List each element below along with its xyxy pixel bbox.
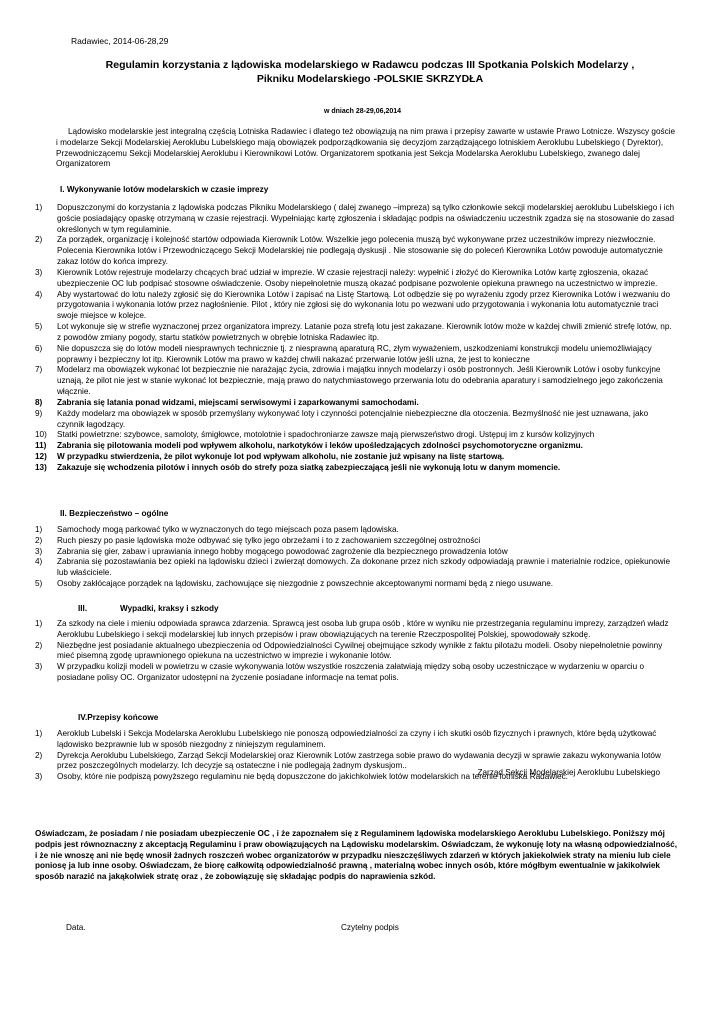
- signature-organization: Zarząd Sekcji Modelarskiej Aeroklubu Lubelskiego: [477, 768, 660, 777]
- list-item-number: 1): [35, 729, 43, 738]
- list-item-number: 4): [35, 289, 43, 299]
- date-label: Data.: [66, 923, 86, 932]
- list-item: [35, 365, 675, 397]
- list-item-number: 1): [35, 203, 43, 212]
- list-item: [35, 557, 675, 579]
- list-item: [35, 398, 675, 409]
- list-item: [35, 729, 675, 751]
- list-item-number: 9): [35, 408, 43, 418]
- section-4-number: IV.: [78, 713, 88, 722]
- list-item: [35, 536, 675, 547]
- list-item-number: 12): [35, 452, 47, 462]
- place-date: Radawiec, 2014-06-28,29: [71, 36, 169, 46]
- section-2-heading: II. Bezpieczeństwo – ogólne: [60, 509, 169, 518]
- list-item: [35, 525, 675, 536]
- list-item: [35, 662, 675, 684]
- list-item-text: W przypadku stwierdzenia, że pilot wykonuje lot pod wpływam alkoholu, nie zostanie już wpisany na listę startową.: [57, 452, 505, 462]
- list-item: [35, 619, 675, 641]
- section-4-heading: [78, 713, 158, 724]
- list-item-number: 3): [35, 772, 43, 782]
- section-3-number: III.: [78, 604, 88, 613]
- list-item-number: 5): [35, 579, 43, 589]
- list-item-text: Zabrania się latania ponad widzami, miejscami serwisowymi i zaparkowanymi samochodami.: [57, 397, 419, 407]
- list-item-number: 13): [35, 462, 47, 472]
- list-item-number: 6): [35, 343, 43, 353]
- list-item-text: Osoby zakłócające porządek na lądowisku, zachowujące się niezgodnie z powszechnie akceptowanymi normami będą z niego usuwane.: [57, 579, 554, 589]
- list-item: [35, 547, 675, 558]
- intro-paragraph: Lądowisko modelarskie jest integralną częścią Lotniska Radawiec i dlatego też obowiązują na nim prawa i przepisy zawarte w ustawie Prawo Lotnicze. Wszyscy goście i modelarze Sekcji Modelarskiej Aeroklubu Lubelskiego mają obowiązek podporządkowania się decyzjom zarządzającego lotniskiem Aeroklubu Lubelskiego ( Dyrektor), Przewodniczącemu Sekcji Modelarskiej Aeroklubu i Kierownikowi Lotów. Organizatorem spotkania jest Sekcja Modelarska Aeroklubu Lubelskiego, zwanego dalej Organizatorem: [56, 127, 676, 169]
- list-item-text: Samochody mogą parkować tylko w wyznaczonych do tego miejscach poza pasem lądowiska.: [57, 525, 399, 534]
- list-item-text: W przypadku kolizji modeli w powietrzu w czasie wykonywania lotów wszystkie roszczenia załatwiają między sobą osoby uczestniczące w wydarzeniu w oparciu o posiadane polisy OC. Organizator udostępni na życzenie posiadane informacje na temat polis.: [57, 662, 645, 683]
- list-item-text: Aeroklub Lubelski i Sekcja Modelarska Aeroklubu Lubelskiego nie ponoszą odpowiedzialności za czyny i ich skutki osób fizycznych i prawnych, które będą użytkować lądowisko bezprawnie lub w sposób niezgodny z niniejszym regulaminem.: [57, 729, 657, 749]
- list-item-number: 2): [35, 535, 43, 545]
- list-item: [35, 268, 675, 290]
- list-item-text: Statki powietrzne: szybowce, samoloty, śmigłowce, motolotnie i spadochroniarze zawsze mają pierwszeństwo drogi. Ustępuj im z kursów kolizyjnych: [57, 430, 595, 440]
- list-item-number: 10): [35, 430, 47, 440]
- list-item-text: Każdy modelarz ma obowiązek w sposób przemyślany wykonywać loty i czynności potencjalnie niebezpieczne dla otoczenia. Bezmyślność nie jest uznawana, jako czynnik łagodzący.: [57, 408, 649, 429]
- list-item-text: Zakazuje się wchodzenia pilotów i innych osób do strefy poza siatką zabezpieczającą jeśli nie wykonują lotu w danym momencie.: [57, 462, 561, 472]
- list-item-text: Zabrania się pilotowania modeli pod wpływem alkoholu, narkotyków i leków upośledzających zdolności psychomotoryczne organizmu.: [57, 441, 583, 451]
- section-2-list: [35, 525, 675, 590]
- list-item: [35, 441, 675, 452]
- list-item: [35, 409, 675, 431]
- list-item-text: Modelarz ma obowiązek wykonać lot bezpiecznie nie narażając życia, zdrowia i majątku innych modelarzy i osób postronnych. Jeśli Kierownik Lotów i osoby funkcyjne uznają, że pilot nie jest w stanie wykonać lot bezpiecznie, mają prawo do natychmiastowego przerwania lotu do odebrania aparatury i samodzielnego jego zakończenia włącznie.: [57, 365, 663, 397]
- section-4-title: Przepisy końcowe: [87, 713, 159, 722]
- list-item-number: 4): [35, 557, 43, 567]
- section-3-heading: [78, 604, 219, 615]
- list-item-number: 2): [35, 235, 43, 245]
- list-item: [35, 463, 675, 474]
- list-item-text: Nie dopuszcza się do lotów modeli niesprawnych technicznie tj. z niesprawną aparaturą RC, złym wyważeniem, uszkodzeniami konstrukcji modelu uniemożliwiający poprawny i bezpieczny lot itp. Kierownik Lotów ma prawo w każdej chwili nakazać przerwanie lotów jeśli uzna, że jest to konieczne: [57, 343, 652, 364]
- list-item: [35, 452, 675, 463]
- list-item-text: Aby wystartować do lotu należy zgłosić się do Kierownika Lotów i zapisać na Listę Startową. Lot odbędzie się po wyrażeniu zgody przez Kierownika Lotów i wezwaniu do przygotowania i wykonania lotów przez nagłośnienie. Pilot , który nie zgłosi się do wykonania lotu po wezwani udo przygotowania i wykonania lotu automatycznie traci swoje miejsce w kolejce.: [57, 289, 671, 321]
- section-3-list: [35, 619, 675, 684]
- list-item-text: Zabrania się pozostawiania bez opieki na lądowisku dzieci i zwierząt domowych. Za dokonane przez nich szkody odpowiadają prawnie i materialnie rodzice, opiekunowie lub właściciele.: [57, 557, 671, 578]
- list-item-text: Niezbędne jest posiadanie aktualnego ubezpieczenia od Odpowiedzialności Cywilnej obejmujące szkody wynikłe z faktu pilotażu modeli. Osoby niepełnoletnie powinny mieć pisemną zgodę uprawnionego opiekuna na uczestnictwo w imprezie i wykonanie lotów.: [57, 640, 663, 661]
- list-item-number: 7): [35, 365, 43, 375]
- list-item-text: Dopuszczonymi do korzystania z lądowiska podczas Pikniku Modelarskiego ( dalej zwanego –impreza) są tylko członkowie sekcji modelarskiej aeroklubu Lubelskiego i ich goście posiadający opaskę otrzymaną w czasie rejestracji. Wypełniając kartę zgłoszenia i składając podpis na oświadczeniu uczestnik zgadza się na stosowanie do zasad określonych w tym regulaminie.: [57, 203, 675, 234]
- list-item: [35, 322, 675, 344]
- event-dates: w dniach 28-29,06,2014: [323, 108, 402, 115]
- list-item-text: Za porządek, organizację i kolejność startów odpowiada Kierownik Lotów. Wszelkie jego polecenia muszą być wykonywane przez uczestników imprezy niezwłocznie. Polecenia Kierownika lotów i Przewodniczącego Sekcji Modelarskiej nie podlegają dyskusji . Nie stosowanie się do poleceń Kierownika Lotów powoduje automatycznie zakaz lotów do końca imprezy.: [57, 235, 663, 267]
- list-item: [35, 344, 675, 366]
- list-item-number: 3): [35, 267, 43, 277]
- list-item-text: Lot wykonuje się w strefie wyznaczonej przez organizatora imprezy. Latanie poza strefą lotu jest zakazane. Kierownik lotów może w każdej chwili zmienić strefę lotów, np. z powodów zmiany pogody, startu statków powietrznych w obrębie lotniska Radawiec itp.: [57, 322, 672, 342]
- list-item-number: 8): [35, 397, 43, 407]
- list-item-text: Dyrekcja Aeroklubu Lubelskiego, Zarząd Sekcji Modelarskiej oraz Kierownik Lotów zastrzega sobie prawo do wydawania decyzji w sprawie zakazu wykonywania lotów przez poszczególnych modelarzy. Ich decyzje są ostateczne i nie podlegają żadnym dyskusjom..: [57, 750, 661, 771]
- document-title: Regulamin korzystania z lądowiska modelarskiego w Radawcu podczas III Spotkania Polskich Modelarzy , Pikniku Modelarskiego -POLSKIE SKRZYDŁA: [105, 59, 635, 86]
- list-item-text: Zabrania się gier, zabaw i uprawiania innego hobby mogącego powodować zagrożenie dla bezpiecznego prowadzenia lotów: [57, 546, 508, 556]
- list-item-number: 1): [35, 525, 43, 534]
- list-item: [35, 430, 675, 441]
- list-item-number: 2): [35, 640, 43, 650]
- list-item-number: 2): [35, 750, 43, 760]
- list-item-number: 3): [35, 662, 43, 672]
- list-item-number: 11): [35, 441, 47, 451]
- section-3-title: Wypadki, kraksy i szkody: [120, 604, 219, 613]
- list-item-text: Ruch pieszy po pasie lądowiska może odbywać się tylko jego obrzeżami i to z zachowaniem szczególnej ostrożności: [57, 535, 481, 545]
- list-item: [35, 203, 675, 235]
- list-item-text: Kierownik Lotów rejestruje modelarzy chcących brać udział w imprezie. W czasie rejestracji należy: wypełnić i złożyć do Kierownika Lotów kartę zgłoszenia, okazać ubezpieczenie OC lub podpisać stosowne oświadczenie. Osoby niepełnoletnie muszą okazać podpisane pozwolenie opiekuna prawnego na uczestnictwo w imprezie.: [57, 267, 658, 288]
- declaration-paragraph: Oświadczam, że posiadam / nie posiadam ubezpieczenie OC , i że zapoznałem się z Regulaminem lądowiska modelarskiego Aeroklubu Lubelskiego. Poniższy mój podpis jest równoznaczny z akceptacją Regulaminu i praw obowiązujących na Lądowisku modelarskim. Oświadczam, że wykonuję loty na własną odpowiedzialność, i że nie wnoszę ani nie będę wnosił żadnych roszczeń wobec organizatorów w przypadku nieszczęśliwych zdarzeń w których jakiekolwiek straty na mieniu lub ciele poniosę ja lub inne osoby. Oświadczam, że biorę całkowitą odpowiedzialność prawną , materialną wobec innych osób, które mógłbym ewentualnie w jakikolwiek sposób narazić na jakąkolwiek stratę oraz , że zobowiązuję się składając podpis do naprawienia szkód.: [35, 829, 677, 882]
- list-item-number: 1): [35, 619, 43, 628]
- signature-label: Czytelny podpis: [341, 923, 399, 932]
- list-item-text: Osoby, które nie podpiszą powyższego regulaminu nie będą dopuszczone do jakichkolwiek lotów modelarskich na terenie lotniska Radawiec.: [57, 772, 568, 782]
- section-1-list: [35, 203, 675, 474]
- list-item-number: 5): [35, 322, 43, 332]
- list-item: [35, 579, 675, 590]
- list-item-number: 3): [35, 546, 43, 556]
- section-1-heading: I. Wykonywanie lotów modelarskich w czasie imprezy: [60, 185, 269, 194]
- list-item: [35, 641, 675, 663]
- list-item: [35, 235, 675, 267]
- list-item: [35, 290, 675, 322]
- list-item-text: Za szkody na ciele i mieniu odpowiada sprawca zdarzenia. Sprawcą jest osoba lub grupa osób , które w wyniku nie przestrzegania regulaminu imprezy, zarządzeń władz Aeroklubu Lubelskiego i sekcji modelarskiej lub innych przepisów i praw obowiązujących na terenie Rzeczpospolitej Polskiej, spowodowały szkodę.: [57, 619, 669, 639]
